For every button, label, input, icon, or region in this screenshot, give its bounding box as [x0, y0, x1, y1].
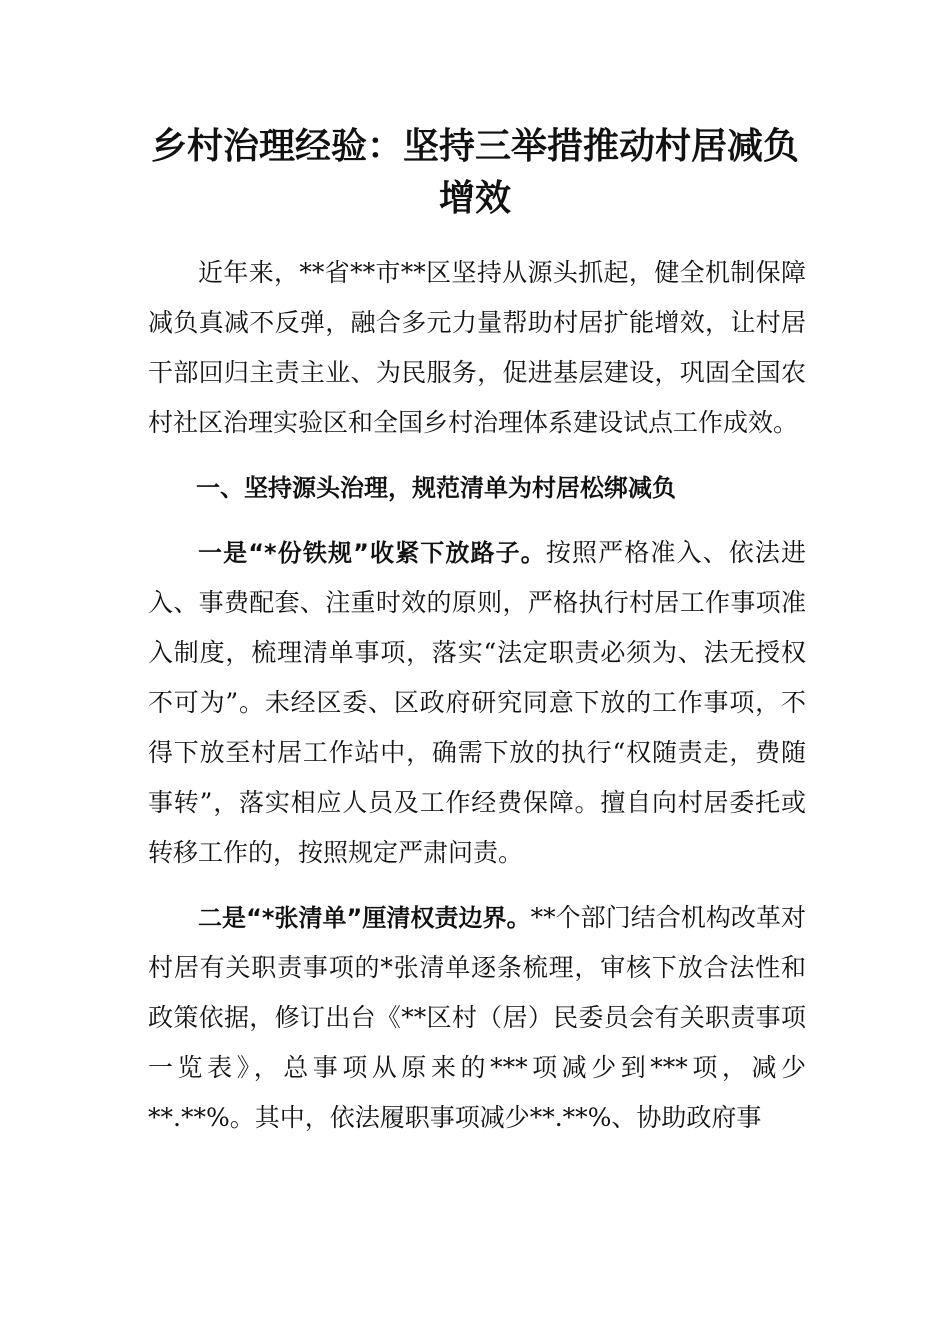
point-two-lead: 二是“*张清单”厘清权责边界。 — [198, 904, 531, 932]
point-one-lead: 一是“*份铁规”收紧下放路子。 — [198, 539, 546, 567]
point-one-text: 按照严格准入、依法进入、事费配套、注重时效的原则，严格执行村居工作事项准入制度，梳理清单事项，落实“法定职责必须为、法无授权不可为”。未经区委、区政府研究同意下放的工作事项，不得下放至村居工作站中，确需下放的执行“权随责走，费随事转”，落实相应人员及工作经费保障。擅自向村居委托或转移工作的，按照规定严肃问责。 — [148, 538, 806, 867]
intro-paragraph: 近年来，**省**市**区坚持从源头抓起，健全机制保障减负真减不反弹，融合多元力量帮助村居扩能增效，让村居干部回归主责主业、为民服务，促进基层建设，巩固全国农村社区治理实验区和全国乡村治理体系建设试点工作成效。 — [148, 258, 806, 437]
section-heading: 一、坚持源头治理，规范清单为村居松绑减负 — [196, 474, 676, 502]
document-title: 乡村治理经验：坚持三举措推动村居减负增效 — [150, 125, 799, 219]
document-body — [148, 248, 806, 1143]
point-two-paragraph — [148, 893, 806, 1143]
point-two-text: **个部门结合机构改革对村居有关职责事项的*张清单逐条梳理，审核下放合法性和政策依据，修订出台《**区村（居）民委员会有关职责事项一览表》，总事项从原来的***项减少到***项，减少**.**%。其中，依法履职事项减少**.**%、协助政府事 — [148, 903, 806, 1132]
point-one-paragraph — [148, 528, 806, 878]
